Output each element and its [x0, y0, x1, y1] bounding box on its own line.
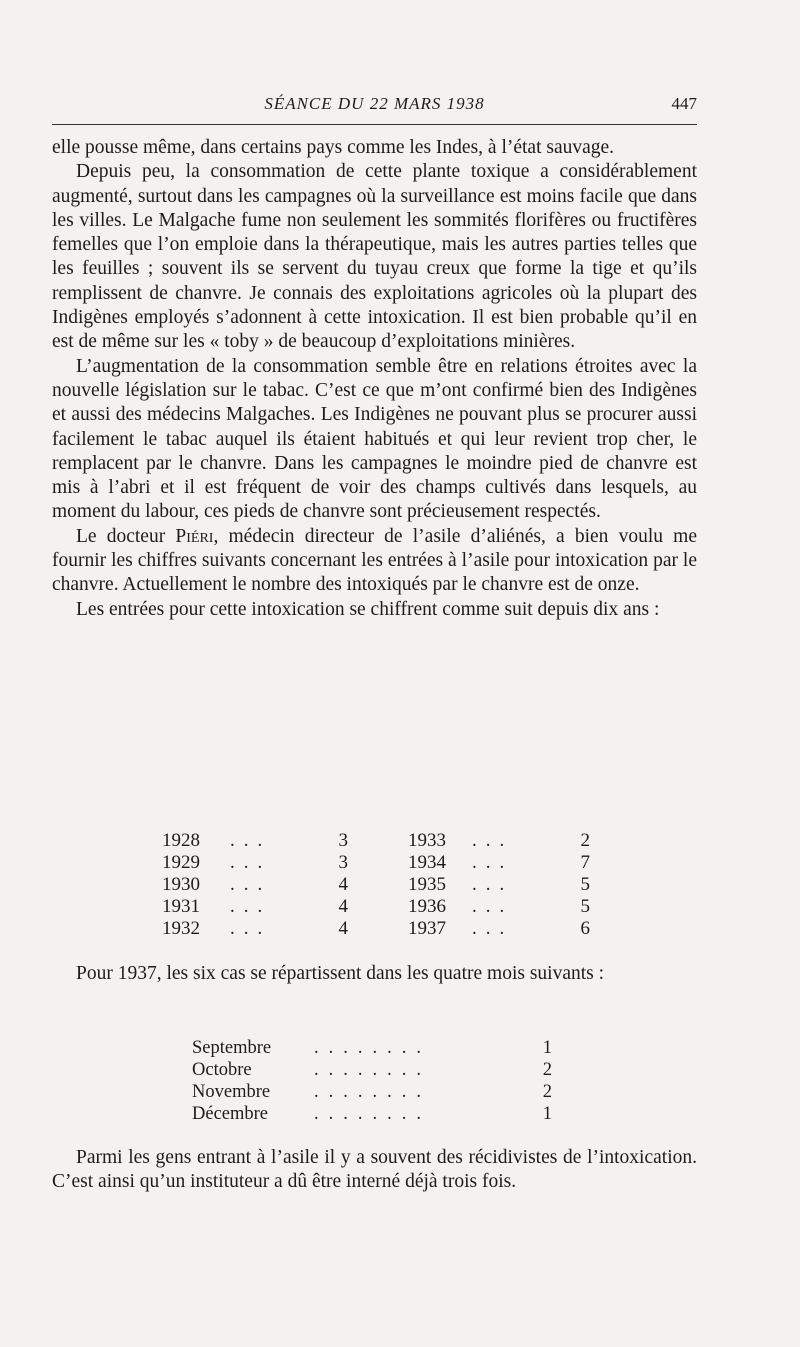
table-row [192, 1082, 562, 1104]
year-cell: 1931 [162, 896, 200, 917]
leader-dots: ... [230, 896, 272, 917]
count-cell: 3 [338, 830, 348, 851]
leader-dots: ... [472, 874, 514, 895]
count-cell: 2 [542, 1082, 552, 1102]
count-cell: 2 [580, 830, 590, 851]
count-cell: 1 [542, 1038, 552, 1058]
table-row [192, 1104, 562, 1126]
table-row [192, 1060, 562, 1082]
admissions-by-month-table [192, 1038, 562, 1126]
count-cell: 4 [338, 874, 348, 895]
leader-dots: ... [472, 896, 514, 917]
pieri-name: Piéri [175, 525, 214, 547]
year-cell: 1934 [408, 852, 446, 873]
year-cell: 1928 [162, 830, 200, 851]
month-cell: Novembre [192, 1082, 271, 1102]
closing-text [52, 1146, 697, 1195]
year-cell: 1930 [162, 874, 200, 895]
table-row [192, 1038, 562, 1060]
leader-dots: ........ [314, 1060, 431, 1080]
count-cell: 1 [542, 1104, 552, 1124]
count-cell: 5 [580, 874, 590, 895]
month-cell: Octobre [192, 1060, 252, 1080]
year-cell: 1937 [408, 918, 446, 939]
year-cell: 1933 [408, 830, 446, 851]
leader-dots: ... [472, 830, 514, 851]
year-cell: 1936 [408, 896, 446, 917]
count-cell: 4 [338, 918, 348, 939]
leader-dots: ........ [314, 1082, 431, 1102]
year-cell: 1929 [162, 852, 200, 873]
count-cell: 5 [580, 896, 590, 917]
paragraph-intro-table: Les entrées pour cette intoxication se chiffrent comme suit depuis dix ans : [76, 598, 660, 620]
running-title: SÉANCE DU 22 MARS 1938 [264, 94, 485, 113]
year-cell: 1932 [162, 918, 200, 939]
paragraph-legislation: L’augmentation de la consommation semble être en relations étroites avec la nouvelle législation sur le tabac. C’est ce que m’ont confirmé bien des Indigènes et aussi des médecins Malgaches. Les Indigènes ne pouvant plus se procurer aussi facilement le tabac auquel ils étaient habitués et qui leur revient trop cher, le remplacent par le chanvre. Dans les campagnes le moindre pied de chanvre est mis à l’abri et il est fréquent de voir des champs cultivés dans lesquels, au moment du labour, ces pieds de chanvre sont précieusement respectés. [52, 355, 697, 523]
leader-dots: ... [230, 918, 272, 939]
leader-dots: ... [230, 874, 272, 895]
leader-dots: ........ [314, 1038, 431, 1058]
month-cell: Septembre [192, 1038, 272, 1058]
main-text [52, 136, 697, 622]
year-cell: 1935 [408, 874, 446, 895]
count-cell: 6 [580, 918, 590, 939]
running-header [52, 94, 697, 120]
header-rule [52, 124, 697, 125]
count-cell: 7 [580, 852, 590, 873]
pieri-after: , médecin directeur de l’asile d’aliénés, a bien voulu me fournir les chiffres suivants concernant les entrées à l’asile pour intoxication par le chanvre. Actuellement le nombre des intoxiqués par le chanvre est de onze. [52, 525, 697, 596]
leader-dots: ........ [314, 1104, 431, 1124]
paragraph-intro-months: Pour 1937, les six cas se répartissent dans les quatre mois suivants : [76, 963, 605, 984]
pieri-before: Le docteur [76, 525, 176, 547]
leader-dots: ... [472, 918, 514, 939]
count-cell: 3 [338, 852, 348, 873]
leader-dots: ... [230, 830, 272, 851]
leader-dots: ... [230, 852, 272, 873]
paragraph-closing: Parmi les gens entrant à l’asile il y a souvent des récidivistes de l’intoxication. C’est ainsi qu’un instituteur a dû être interné déjà trois fois. [52, 1147, 697, 1193]
month-cell: Décembre [192, 1104, 269, 1124]
paragraph-pieri [52, 525, 697, 598]
paragraph-continued: elle pousse même, dans certains pays comme les Indes, à l’état sauvage. [52, 137, 615, 158]
count-cell: 4 [338, 896, 348, 917]
paragraph-consumption: Depuis peu, la consommation de cette plante toxique a considérablement augmenté, surtout dans les campagnes où la surveillance est moins facile que dans les villes. Le Malgache fume non seulement les sommités florifères ou fructifères femelles que l’on emploie dans la thérapeutique, mais les autres parties telles que les feuilles ; souvent ils se servent du tuyau creux que forme la tige et qu’ils remplissent de chanvre. Je connais des exploitations agricoles où la plupart des Indigènes employés s’adonnent à cette intoxication. Il est bien probable qu’il en est de même sur les « toby » de beaucoup d’exploitations minières. [52, 161, 697, 353]
leader-dots: ... [472, 852, 514, 873]
months-intro [52, 962, 697, 986]
count-cell: 2 [542, 1060, 552, 1080]
page-number: 447 [671, 94, 697, 113]
